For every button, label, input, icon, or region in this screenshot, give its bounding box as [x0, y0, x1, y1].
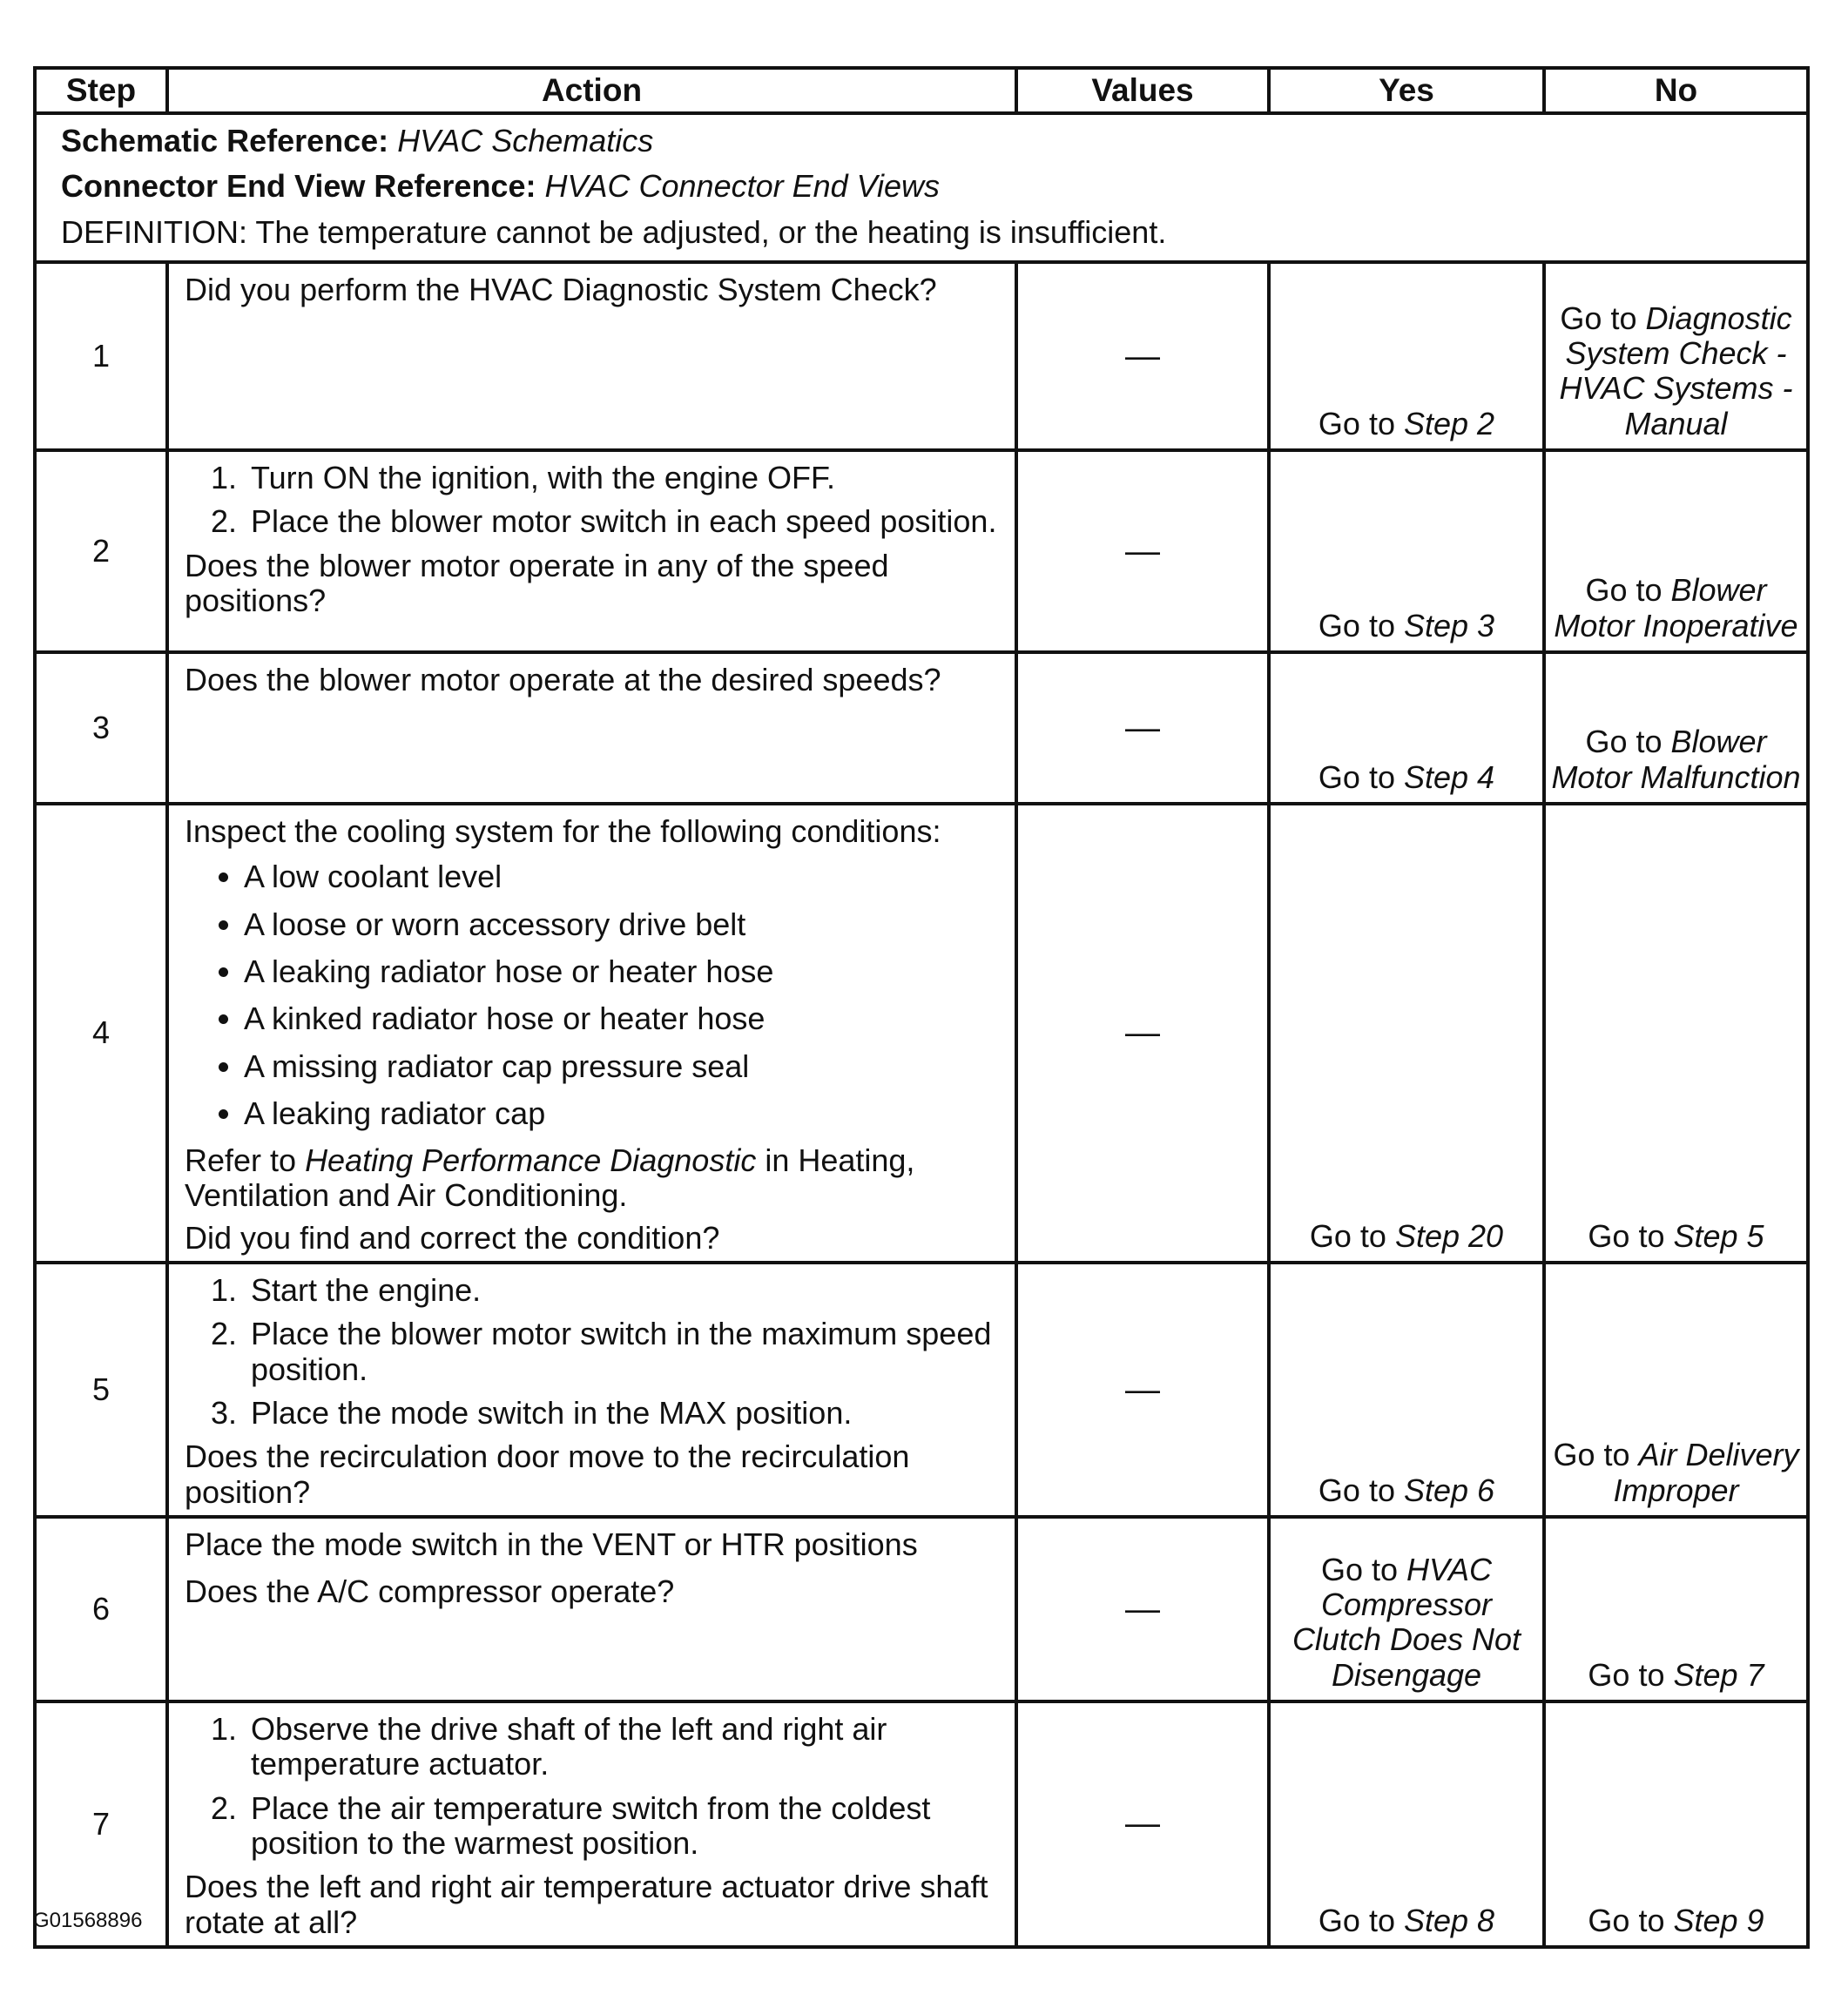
- refer-prefix: Refer to: [185, 1142, 306, 1179]
- go-to-label: Go to: [1585, 724, 1671, 760]
- diagnostic-table: [33, 66, 1810, 1949]
- condition-item: • A low coolant level: [244, 859, 1002, 894]
- go-to-label: Go to: [1318, 405, 1404, 441]
- go-to-label: Go to: [1318, 607, 1404, 643]
- no-target-link[interactable]: Air Delivery Improper: [1613, 1437, 1799, 1508]
- table-row: [35, 450, 1808, 652]
- action-steps: [185, 1712, 1002, 1861]
- table-row: [35, 652, 1808, 804]
- refer-text: [185, 1143, 1002, 1214]
- action-step-item: 2. Place the blower motor switch in the maximum speed position.: [246, 1317, 1002, 1387]
- schematic-reference-link[interactable]: HVAC Schematics: [397, 123, 654, 158]
- condition-item: • A missing radiator cap pressure seal: [244, 1049, 1002, 1084]
- go-to-label: Go to: [1588, 1217, 1674, 1254]
- action-intro: Place the mode switch in the VENT or HTR positions: [185, 1526, 918, 1562]
- definition-text: DEFINITION: The temperature cannot be adjusted, or the heating is insufficient.: [61, 213, 1167, 250]
- action-steps: [185, 1273, 1002, 1431]
- action-step-item: 2. Place the blower motor switch in each speed position.: [246, 504, 1002, 539]
- go-to-label: Go to: [1560, 300, 1646, 336]
- yes-target-link[interactable]: Step 20: [1394, 1217, 1504, 1254]
- table-row: [35, 1701, 1808, 1947]
- header-action: Action: [167, 68, 1016, 113]
- reference-row: [35, 113, 1808, 262]
- go-to-label: Go to: [1553, 1437, 1639, 1473]
- value-dash: —: [1016, 804, 1269, 1263]
- yes-target-link[interactable]: Step 3: [1403, 607, 1495, 643]
- action-cell: [167, 1517, 1016, 1701]
- connector-reference-label: Connector End View Reference:: [61, 168, 545, 205]
- yes-target-link[interactable]: Step 8: [1403, 1902, 1495, 1938]
- connector-reference-link[interactable]: HVAC Connector End Views: [544, 168, 941, 205]
- step-number: 5: [35, 1263, 167, 1517]
- header-yes: Yes: [1269, 68, 1544, 113]
- step-number: 6: [35, 1517, 167, 1701]
- action-question: Did you perform the HVAC Diagnostic System Check?: [185, 271, 937, 307]
- yes-cell[interactable]: [1269, 1517, 1544, 1701]
- schematic-reference-label: Schematic Reference:: [61, 123, 398, 158]
- value-dash: —: [1016, 1701, 1269, 1947]
- refer-link[interactable]: Heating Performance Diagnostic: [305, 1142, 757, 1179]
- action-step-item: 1. Start the engine.: [246, 1273, 1002, 1308]
- value-dash: —: [1016, 450, 1269, 652]
- yes-target-link[interactable]: HVAC Compressor Clutch Does Not Disengage: [1292, 1551, 1521, 1693]
- no-target-link[interactable]: Step 5: [1673, 1217, 1764, 1254]
- go-to-label: Go to: [1318, 1472, 1404, 1508]
- condition-item: • A kinked radiator hose or heater hose: [244, 1001, 1002, 1036]
- action-cell: [167, 1263, 1016, 1517]
- action-question: Does the blower motor operate at the desired speeds?: [185, 661, 941, 697]
- value-dash: —: [1016, 262, 1269, 450]
- action-question: Does the recirculation door move to the recirculation position?: [185, 1438, 910, 1510]
- step-number: 3: [35, 652, 167, 804]
- action-cell: [167, 804, 1016, 1263]
- value-dash: —: [1016, 1517, 1269, 1701]
- header-values: Values: [1016, 68, 1269, 113]
- table-row: [35, 1263, 1808, 1517]
- condition-item: • A loose or worn accessory drive belt: [244, 907, 1002, 942]
- action-cell: [167, 652, 1016, 804]
- action-step-item: 2. Place the air temperature switch from the coldest position to the warmest position.: [246, 1791, 1002, 1862]
- action-cell: [167, 262, 1016, 450]
- action-question: Did you find and correct the condition?: [185, 1219, 720, 1256]
- action-question: Does the A/C compressor operate?: [185, 1573, 675, 1610]
- reference-cell: [35, 113, 1808, 262]
- condition-item: • A leaking radiator hose or heater hose: [244, 954, 1002, 989]
- yes-cell[interactable]: [1269, 652, 1544, 804]
- no-target-link[interactable]: Blower Motor Malfunction: [1551, 724, 1801, 795]
- condition-item: • A leaking radiator cap: [244, 1096, 1002, 1131]
- go-to-label: Go to: [1318, 758, 1404, 795]
- no-target-link[interactable]: Blower Motor Inoperative: [1554, 572, 1798, 643]
- yes-cell[interactable]: [1269, 262, 1544, 450]
- go-to-label: Go to: [1585, 572, 1671, 609]
- connector-reference: [61, 169, 1806, 204]
- schematic-reference: [61, 124, 1806, 158]
- action-question: Does the blower motor operate in any of the speed positions?: [185, 547, 889, 618]
- no-cell[interactable]: [1544, 652, 1808, 804]
- no-cell[interactable]: [1544, 1701, 1808, 1947]
- no-target-link[interactable]: Step 9: [1673, 1902, 1764, 1938]
- yes-target-link[interactable]: Step 2: [1403, 405, 1495, 441]
- no-target-link[interactable]: Step 7: [1673, 1656, 1764, 1693]
- no-cell[interactable]: [1544, 1263, 1808, 1517]
- no-cell[interactable]: [1544, 450, 1808, 652]
- yes-cell[interactable]: [1269, 1263, 1544, 1517]
- action-cell: [167, 1701, 1016, 1947]
- no-cell[interactable]: [1544, 804, 1808, 1263]
- go-to-label: Go to: [1318, 1902, 1404, 1938]
- table-row: [35, 262, 1808, 450]
- value-dash: —: [1016, 652, 1269, 804]
- yes-cell[interactable]: [1269, 450, 1544, 652]
- action-cell: [167, 450, 1016, 652]
- table-row: [35, 1517, 1808, 1701]
- no-cell[interactable]: [1544, 1517, 1808, 1701]
- action-question: Does the left and right air temperature actuator drive shaft rotate at all?: [185, 1869, 988, 1940]
- header-no: No: [1544, 68, 1808, 113]
- yes-target-link[interactable]: Step 4: [1403, 758, 1495, 795]
- go-to-label: Go to: [1320, 1551, 1406, 1587]
- no-cell[interactable]: [1544, 262, 1808, 450]
- value-dash: —: [1016, 1263, 1269, 1517]
- header-row: [35, 68, 1808, 113]
- go-to-label: Go to: [1588, 1656, 1674, 1693]
- refer-suffix: in Heating, Ventilation and Air Conditioning.: [185, 1142, 915, 1214]
- go-to-label: Go to: [1588, 1902, 1674, 1938]
- action-step-item: 3. Place the mode switch in the MAX position.: [246, 1396, 1002, 1431]
- action-step-item: 1. Turn ON the ignition, with the engine OFF.: [246, 461, 1002, 495]
- action-intro: Inspect the cooling system for the following conditions:: [185, 812, 941, 849]
- yes-cell[interactable]: [1269, 804, 1544, 1263]
- yes-cell[interactable]: [1269, 1701, 1544, 1947]
- action-step-item: 1. Observe the drive shaft of the left and right air temperature actuator.: [246, 1712, 1002, 1782]
- table-row: [35, 804, 1808, 1263]
- condition-list: [185, 859, 1002, 1131]
- yes-target-link[interactable]: Step 6: [1403, 1472, 1495, 1508]
- step-number: 4: [35, 804, 167, 1263]
- step-number: 1: [35, 262, 167, 450]
- step-number: 2: [35, 450, 167, 652]
- action-steps: [185, 461, 1002, 540]
- step-number: 7: [35, 1701, 167, 1947]
- header-step: Step: [35, 68, 167, 113]
- go-to-label: Go to: [1309, 1217, 1395, 1254]
- no-target-link[interactable]: Diagnostic System Check - HVAC Systems - Manual: [1559, 300, 1793, 441]
- figure-id: G01568896: [33, 1909, 143, 1932]
